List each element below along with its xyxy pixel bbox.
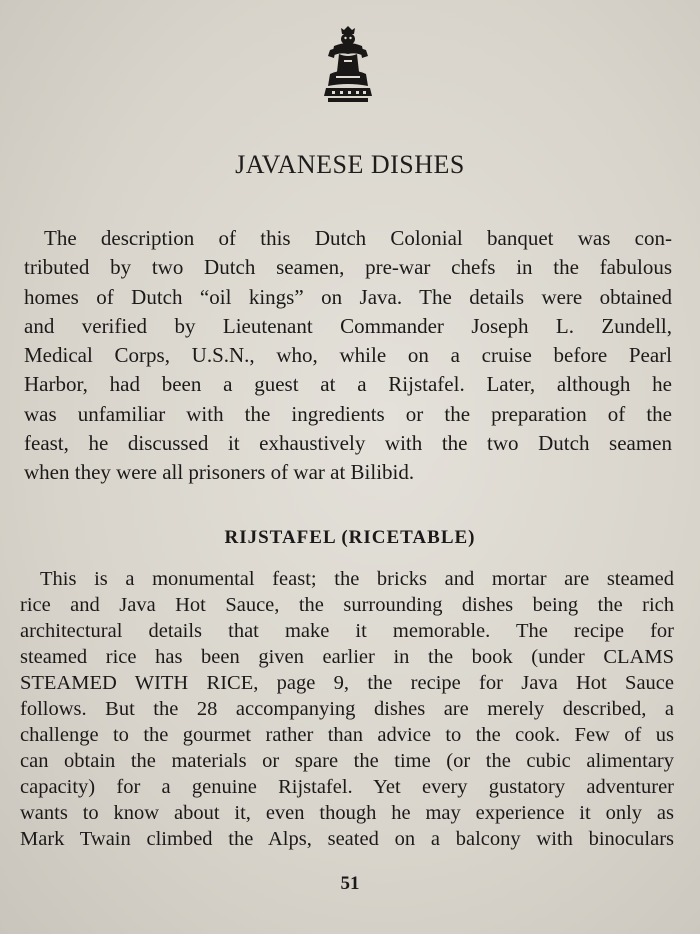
ornament-icon bbox=[322, 26, 374, 106]
body-line: rice and Java Hot Sauce, the surrounding dishes being the rich bbox=[20, 594, 674, 616]
intro-line: and verified by Lieutenant Commander Joseph L. Zundell, bbox=[24, 313, 672, 338]
body-line: STEAMED WITH RICE, page 9, the recipe for Java Hot Sauce bbox=[20, 672, 674, 694]
intro-line: was unfamiliar with the ingredients or the preparation of the bbox=[24, 401, 672, 426]
body-line: This is a monumental feast; the bricks and mortar are steamed bbox=[40, 568, 674, 590]
section-title: RIJSTAFEL (RICETABLE) bbox=[224, 527, 476, 548]
body-line: Mark Twain climbed the Alps, seated on a balcony with binoculars bbox=[20, 828, 674, 850]
body-line: steamed rice has been given earlier in the book (under CLAMS bbox=[20, 646, 674, 668]
body-line: capacity) for a genuine Rijstafel. Yet every gustatory adventurer bbox=[20, 776, 674, 798]
chapter-title: JAVANESE DISHES bbox=[235, 150, 465, 179]
intro-line: tributed by two Dutch seamen, pre-war chefs in the fabulous bbox=[24, 255, 672, 280]
intro-line: Harbor, had been a guest at a Rijstafel. Later, although he bbox=[24, 372, 672, 397]
body-line: architectural details that make it memorable. The recipe for bbox=[20, 620, 674, 642]
body-line: wants to know about it, even though he may experience it only as bbox=[20, 802, 674, 824]
body-line: challenge to the gourmet rather than advice to the cook. Few of us bbox=[20, 724, 674, 746]
intro-paragraph bbox=[24, 224, 672, 488]
intro-line: when they were all prisoners of war at Bilibid. bbox=[24, 460, 415, 485]
intro-line: The description of this Dutch Colonial banquet was con- bbox=[44, 226, 672, 250]
intro-line: homes of Dutch “oil kings” on Java. The details were obtained bbox=[24, 284, 672, 309]
page-number: 51 bbox=[340, 873, 360, 894]
body-line: can obtain the materials or spare the time (or the cubic alimentary bbox=[20, 750, 674, 772]
intro-line: feast, he discussed it exhaustively with the two Dutch seamen bbox=[24, 431, 672, 456]
body-line: follows. But the 28 accompanying dishes are merely described, a bbox=[20, 698, 674, 720]
body-paragraph bbox=[20, 566, 674, 852]
intro-line: Medical Corps, U.S.N., who, while on a cruise before Pearl bbox=[24, 343, 672, 368]
